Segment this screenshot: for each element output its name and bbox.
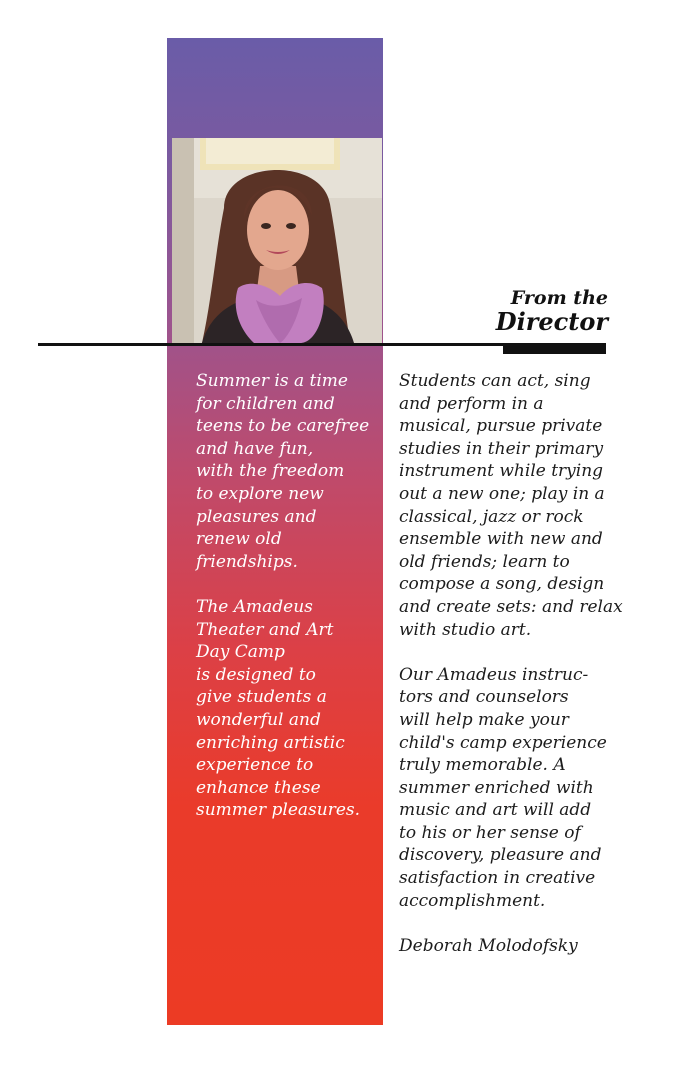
text-line: Theater and Art (196, 619, 334, 640)
text-line: studies in their primary (399, 438, 604, 459)
text-line: with studio art. (399, 619, 532, 640)
heading-line-1: From the (510, 287, 608, 309)
text-line: music and art will add (399, 800, 592, 821)
text-line: pleasures and (196, 506, 317, 527)
text-line: to his or her sense of (399, 822, 581, 843)
text-line: give students a (196, 687, 327, 708)
section-heading (490, 289, 608, 334)
text-line: Students can act, sing (399, 371, 591, 391)
text-line: old friends; learn to (399, 551, 570, 572)
text-line: wonderful and (196, 709, 321, 730)
text-line: is designed to (196, 664, 316, 685)
text-line: tors and counselors (399, 687, 569, 708)
text-line: ensemble with new and (399, 529, 603, 550)
text-line: with the freedom (196, 461, 345, 482)
text-line: enriching artistic (196, 732, 345, 753)
divider-rule-block (503, 343, 606, 354)
text-line: Summer is a time (196, 371, 348, 391)
text-line: compose a song, design (399, 574, 605, 595)
right-column-text (399, 370, 623, 980)
text-line: accomplishment. (399, 890, 546, 911)
text-line: instrument while trying (399, 461, 604, 482)
text-line: classical, jazz or rock (399, 506, 584, 527)
text-line: renew old (196, 529, 282, 550)
text-line: summer pleasures. (196, 800, 361, 821)
text-line: and perform in a (399, 393, 544, 414)
director-portrait-photo (172, 138, 382, 343)
text-line: summer enriched with (399, 777, 594, 798)
signature: Deborah Molodofsky (399, 935, 578, 956)
left-paragraph-2 (196, 596, 374, 822)
text-line: Day Camp (196, 642, 285, 663)
text-line: teens to be carefree (196, 416, 370, 437)
text-line: to explore new (196, 483, 324, 504)
text-line: truly memorable. A (399, 755, 566, 776)
heading-line-2: Director (495, 307, 608, 336)
text-line: will help make your (399, 709, 569, 730)
text-line: Our Amadeus instruc- (399, 664, 589, 685)
left-paragraph-1 (196, 370, 374, 573)
text-line: discovery, pleasure and (399, 845, 602, 866)
text-line: and create sets: and relax (399, 596, 623, 617)
text-line: satisfaction in creative (399, 868, 596, 889)
text-line: enhance these (196, 777, 321, 798)
left-column-text (196, 370, 374, 844)
text-line: experience to (196, 755, 314, 776)
text-line: child's camp experience (399, 732, 607, 753)
text-line: The Amadeus (196, 596, 313, 617)
signature-paragraph (399, 935, 611, 958)
text-line: and have fun, (196, 438, 314, 459)
text-line: for children and (196, 393, 335, 414)
text-line: musical, pursue private (399, 416, 603, 437)
right-paragraph-1 (399, 370, 623, 641)
text-line: out a new one; play in a (399, 483, 605, 504)
text-line: friendships. (196, 551, 298, 572)
right-paragraph-2 (399, 664, 611, 913)
